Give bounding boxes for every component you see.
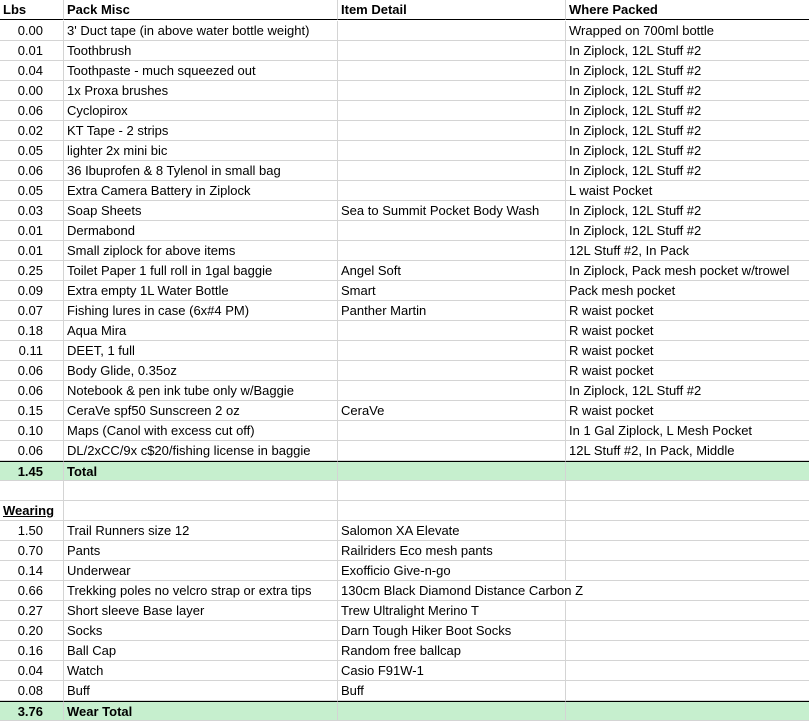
table-row (0, 541, 809, 561)
table-row (0, 281, 809, 301)
lbs-cell[interactable]: 0.00 (0, 21, 64, 41)
wear-total-lbs[interactable]: 3.76 (0, 701, 64, 721)
wearing-heading[interactable]: Wearing (0, 501, 64, 521)
pack-total-row (0, 461, 809, 481)
detail-cell[interactable]: Panther Martin (338, 301, 566, 321)
where-cell[interactable]: Wrapped on 700ml bottle (566, 21, 809, 41)
table-row (0, 61, 809, 81)
where-cell[interactable] (566, 641, 809, 661)
detail-cell[interactable] (338, 41, 566, 61)
item-cell[interactable]: Body Glide, 0.35oz (64, 361, 338, 381)
lbs-cell[interactable]: 0.15 (0, 401, 64, 421)
item-cell[interactable]: Dermabond (64, 221, 338, 241)
item-cell[interactable]: Ball Cap (64, 641, 338, 661)
item-cell[interactable]: Trail Runners size 12 (64, 521, 338, 541)
table-row (0, 361, 809, 381)
detail-cell[interactable]: Random free ballcap (338, 641, 566, 661)
item-cell[interactable]: Socks (64, 621, 338, 641)
detail-cell[interactable] (338, 101, 566, 121)
detail-cell[interactable]: Smart (338, 281, 566, 301)
empty-cell[interactable] (338, 501, 566, 521)
empty-cell[interactable] (338, 701, 566, 721)
lbs-cell[interactable]: 0.20 (0, 621, 64, 641)
table-row (0, 221, 809, 241)
table-row (0, 601, 809, 621)
item-cell[interactable]: Toothpaste - much squeezed out (64, 61, 338, 81)
detail-cell[interactable] (338, 221, 566, 241)
where-cell[interactable] (566, 661, 809, 681)
lbs-cell[interactable]: 0.25 (0, 261, 64, 281)
table-row (0, 581, 809, 601)
detail-cell[interactable] (338, 381, 566, 401)
detail-cell[interactable]: Railriders Eco mesh pants (338, 541, 566, 561)
item-cell[interactable]: Toilet Paper 1 full roll in 1gal baggie (64, 261, 338, 281)
detail-cell[interactable] (338, 21, 566, 41)
empty-cell[interactable] (0, 481, 64, 501)
lbs-cell[interactable]: 0.14 (0, 561, 64, 581)
header-row (0, 0, 809, 20)
where-cell[interactable]: 12L Stuff #2, In Pack (566, 241, 809, 261)
empty-cell[interactable] (338, 461, 566, 481)
where-cell[interactable]: In Ziplock, 12L Stuff #2 (566, 141, 809, 161)
where-cell[interactable]: In 1 Gal Ziplock, L Mesh Pocket (566, 421, 809, 441)
where-cell[interactable]: In Ziplock, 12L Stuff #2 (566, 81, 809, 101)
header-lbs[interactable]: Lbs (0, 0, 64, 20)
pack-total-label[interactable]: Total (64, 461, 338, 481)
table-row (0, 381, 809, 401)
item-cell[interactable]: Watch (64, 661, 338, 681)
lbs-cell[interactable]: 0.09 (0, 281, 64, 301)
item-cell[interactable]: Toothbrush (64, 41, 338, 61)
where-cell[interactable] (566, 521, 809, 541)
empty-cell[interactable] (566, 701, 809, 721)
lbs-cell[interactable]: 0.03 (0, 201, 64, 221)
where-cell[interactable]: In Ziplock, 12L Stuff #2 (566, 221, 809, 241)
lbs-cell[interactable]: 0.27 (0, 601, 64, 621)
detail-cell[interactable] (338, 181, 566, 201)
table-row (0, 121, 809, 141)
where-cell[interactable]: In Ziplock, 12L Stuff #2 (566, 41, 809, 61)
table-row (0, 301, 809, 321)
lbs-cell[interactable]: 0.02 (0, 121, 64, 141)
detail-cell[interactable] (338, 121, 566, 141)
lbs-cell[interactable]: 0.66 (0, 581, 64, 601)
detail-cell[interactable]: Casio F91W-1 (338, 661, 566, 681)
empty-cell[interactable] (64, 481, 338, 501)
detail-cell[interactable] (338, 441, 566, 461)
lbs-cell[interactable]: 0.07 (0, 301, 64, 321)
detail-cell[interactable] (338, 241, 566, 261)
detail-cell[interactable] (338, 421, 566, 441)
lbs-cell[interactable]: 0.10 (0, 421, 64, 441)
lbs-cell[interactable]: 0.08 (0, 681, 64, 701)
where-cell[interactable]: R waist pocket (566, 361, 809, 381)
where-cell[interactable]: R waist pocket (566, 321, 809, 341)
item-cell[interactable]: 1x Proxa brushes (64, 81, 338, 101)
item-cell[interactable]: Pants (64, 541, 338, 561)
detail-cell[interactable] (338, 141, 566, 161)
detail-cell[interactable] (338, 341, 566, 361)
item-cell[interactable]: Soap Sheets (64, 201, 338, 221)
where-cell[interactable] (566, 541, 809, 561)
item-cell[interactable]: Fishing lures in case (6x#4 PM) (64, 301, 338, 321)
item-cell[interactable]: CeraVe spf50 Sunscreen 2 oz (64, 401, 338, 421)
lbs-cell[interactable]: 0.06 (0, 101, 64, 121)
item-cell[interactable]: Underwear (64, 561, 338, 581)
lbs-cell[interactable]: 0.11 (0, 341, 64, 361)
detail-cell[interactable]: Buff (338, 681, 566, 701)
item-cell[interactable]: DEET, 1 full (64, 341, 338, 361)
table-row (0, 521, 809, 541)
table-row (0, 661, 809, 681)
where-cell[interactable] (566, 681, 809, 701)
item-cell[interactable]: Aqua Mira (64, 321, 338, 341)
where-cell[interactable] (566, 561, 809, 581)
table-row (0, 101, 809, 121)
where-cell[interactable] (566, 581, 809, 601)
detail-cell[interactable]: Angel Soft (338, 261, 566, 281)
empty-cell[interactable] (338, 481, 566, 501)
item-cell[interactable]: Cyclopirox (64, 101, 338, 121)
wearing-section-row (0, 501, 809, 521)
item-cell[interactable]: Short sleeve Base layer (64, 601, 338, 621)
detail-cell[interactable]: Sea to Summit Pocket Body Wash (338, 201, 566, 221)
detail-cell[interactable] (338, 361, 566, 381)
table-row (0, 81, 809, 101)
item-cell[interactable]: DL/2xCC/9x c$20/fishing license in baggie (64, 441, 338, 461)
detail-cell[interactable]: Darn Tough Hiker Boot Socks (338, 621, 566, 641)
item-cell[interactable]: 36 Ibuprofen & 8 Tylenol in small bag (64, 161, 338, 181)
table-row (0, 261, 809, 281)
detail-cell[interactable] (338, 81, 566, 101)
item-cell[interactable]: Buff (64, 681, 338, 701)
detail-cell[interactable]: Salomon XA Elevate (338, 521, 566, 541)
header-where-packed[interactable]: Where Packed (566, 0, 809, 20)
where-cell[interactable]: In Ziplock, 12L Stuff #2 (566, 61, 809, 81)
detail-cell[interactable]: Exofficio Give-n-go (338, 561, 566, 581)
item-cell[interactable]: Small ziplock for above items (64, 241, 338, 261)
header-item-detail[interactable]: Item Detail (338, 0, 566, 20)
lbs-cell[interactable]: 0.05 (0, 181, 64, 201)
lbs-cell[interactable]: 0.05 (0, 141, 64, 161)
item-cell[interactable]: 3' Duct tape (in above water bottle weight) (64, 21, 338, 41)
table-row (0, 441, 809, 461)
table-row (0, 201, 809, 221)
table-row (0, 681, 809, 701)
lbs-cell[interactable]: 0.06 (0, 361, 64, 381)
item-cell[interactable]: Trekking poles no velcro strap or extra tips (64, 581, 338, 601)
table-row (0, 421, 809, 441)
header-pack-misc[interactable]: Pack Misc (64, 0, 338, 20)
empty-cell[interactable] (64, 501, 338, 521)
lbs-cell[interactable]: 0.04 (0, 661, 64, 681)
where-cell[interactable]: In Ziplock, Pack mesh pocket w/trowel (566, 261, 809, 281)
detail-cell[interactable] (338, 161, 566, 181)
table-row (0, 41, 809, 61)
where-cell[interactable]: R waist pocket (566, 401, 809, 421)
lbs-cell[interactable]: 0.01 (0, 221, 64, 241)
lbs-cell[interactable]: 0.01 (0, 41, 64, 61)
detail-cell[interactable] (338, 61, 566, 81)
detail-cell[interactable] (338, 321, 566, 341)
where-cell[interactable] (566, 601, 809, 621)
where-cell[interactable] (566, 621, 809, 641)
where-cell[interactable]: In Ziplock, 12L Stuff #2 (566, 121, 809, 141)
item-cell[interactable]: Extra empty 1L Water Bottle (64, 281, 338, 301)
table-row (0, 561, 809, 581)
lbs-cell[interactable]: 0.04 (0, 61, 64, 81)
table-row (0, 141, 809, 161)
item-cell[interactable]: Maps (Canol with excess cut off) (64, 421, 338, 441)
table-row (0, 321, 809, 341)
lbs-cell[interactable]: 0.06 (0, 161, 64, 181)
item-cell[interactable]: Extra Camera Battery in Ziplock (64, 181, 338, 201)
detail-cell[interactable]: CeraVe (338, 401, 566, 421)
item-cell[interactable]: Notebook & pen ink tube only w/Baggie (64, 381, 338, 401)
where-cell[interactable]: R waist pocket (566, 341, 809, 361)
empty-cell[interactable] (566, 501, 809, 521)
table-row (0, 21, 809, 41)
table-row (0, 161, 809, 181)
pack-total-lbs[interactable]: 1.45 (0, 461, 64, 481)
table-row (0, 181, 809, 201)
table-row (0, 621, 809, 641)
where-cell[interactable]: In Ziplock, 12L Stuff #2 (566, 101, 809, 121)
empty-cell[interactable] (566, 461, 809, 481)
detail-cell[interactable]: Trew Ultralight Merino T (338, 601, 566, 621)
lbs-cell[interactable]: 0.01 (0, 241, 64, 261)
lbs-cell[interactable]: 0.16 (0, 641, 64, 661)
where-cell[interactable]: R waist pocket (566, 301, 809, 321)
where-cell[interactable]: L waist Pocket (566, 181, 809, 201)
table-row (0, 641, 809, 661)
where-cell[interactable]: In Ziplock, 12L Stuff #2 (566, 381, 809, 401)
item-cell[interactable]: KT Tape - 2 strips (64, 121, 338, 141)
lbs-cell[interactable]: 0.18 (0, 321, 64, 341)
blank-row (0, 481, 809, 501)
item-cell[interactable]: lighter 2x mini bic (64, 141, 338, 161)
where-cell[interactable]: In Ziplock, 12L Stuff #2 (566, 161, 809, 181)
lbs-cell[interactable]: 0.06 (0, 381, 64, 401)
table-row (0, 401, 809, 421)
lbs-cell[interactable]: 1.50 (0, 521, 64, 541)
table-row (0, 241, 809, 261)
lbs-cell[interactable]: 0.70 (0, 541, 64, 561)
lbs-cell[interactable]: 0.00 (0, 81, 64, 101)
empty-cell[interactable] (566, 481, 809, 501)
lbs-cell[interactable]: 0.06 (0, 441, 64, 461)
wear-total-row (0, 701, 809, 721)
detail-cell[interactable]: 130cm Black Diamond Distance Carbon Z (338, 581, 566, 601)
wear-total-label[interactable]: Wear Total (64, 701, 338, 721)
where-cell[interactable]: 12L Stuff #2, In Pack, Middle (566, 441, 809, 461)
table-row (0, 341, 809, 361)
where-cell[interactable]: In Ziplock, 12L Stuff #2 (566, 201, 809, 221)
where-cell[interactable]: Pack mesh pocket (566, 281, 809, 301)
